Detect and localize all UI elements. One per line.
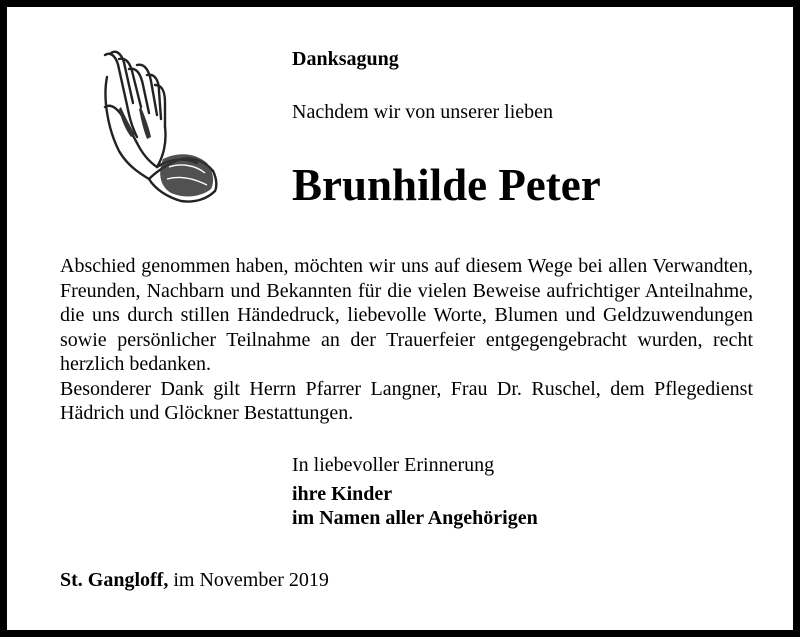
- closing-line: In liebevoller Erinnerung: [292, 454, 495, 476]
- place: St. Gangloff,: [60, 569, 169, 591]
- place-date: [60, 568, 329, 592]
- intro-line: Nachdem wir von unserer lieben: [292, 101, 554, 123]
- signature-line: ihre Kinder: [292, 483, 393, 505]
- deceased-name: Brunhilde Peter: [292, 160, 601, 210]
- signature-line: im Namen aller Angehörigen: [292, 507, 538, 529]
- thanks-text: [60, 254, 753, 426]
- signature: [292, 482, 538, 530]
- praying-hands-icon: [97, 47, 219, 207]
- thanks-paragraph: Abschied genommen haben, möchten wir uns auf diesem Wege bei allen Verwandten, Freunden, Nachbarn und Bekannten für die vielen Beweise aufrichtiger Anteilnahme, die uns durch stillen Händedruck, liebevolle Worte, Blumen und Geldzuwendungen sowie persönlicher Teilnahme an der Trauerfeier entgegengebracht wurden, recht herzlich bedanken.: [60, 255, 753, 375]
- date: im November 2019: [173, 569, 329, 591]
- special-thanks-paragraph: Besonderer Dank gilt Herrn Pfarrer Langner, Frau Dr. Ruschel, dem Pflegedienst Hädrich und Glöckner Bestattungen.: [60, 377, 753, 424]
- notice-heading: Danksagung: [292, 48, 399, 70]
